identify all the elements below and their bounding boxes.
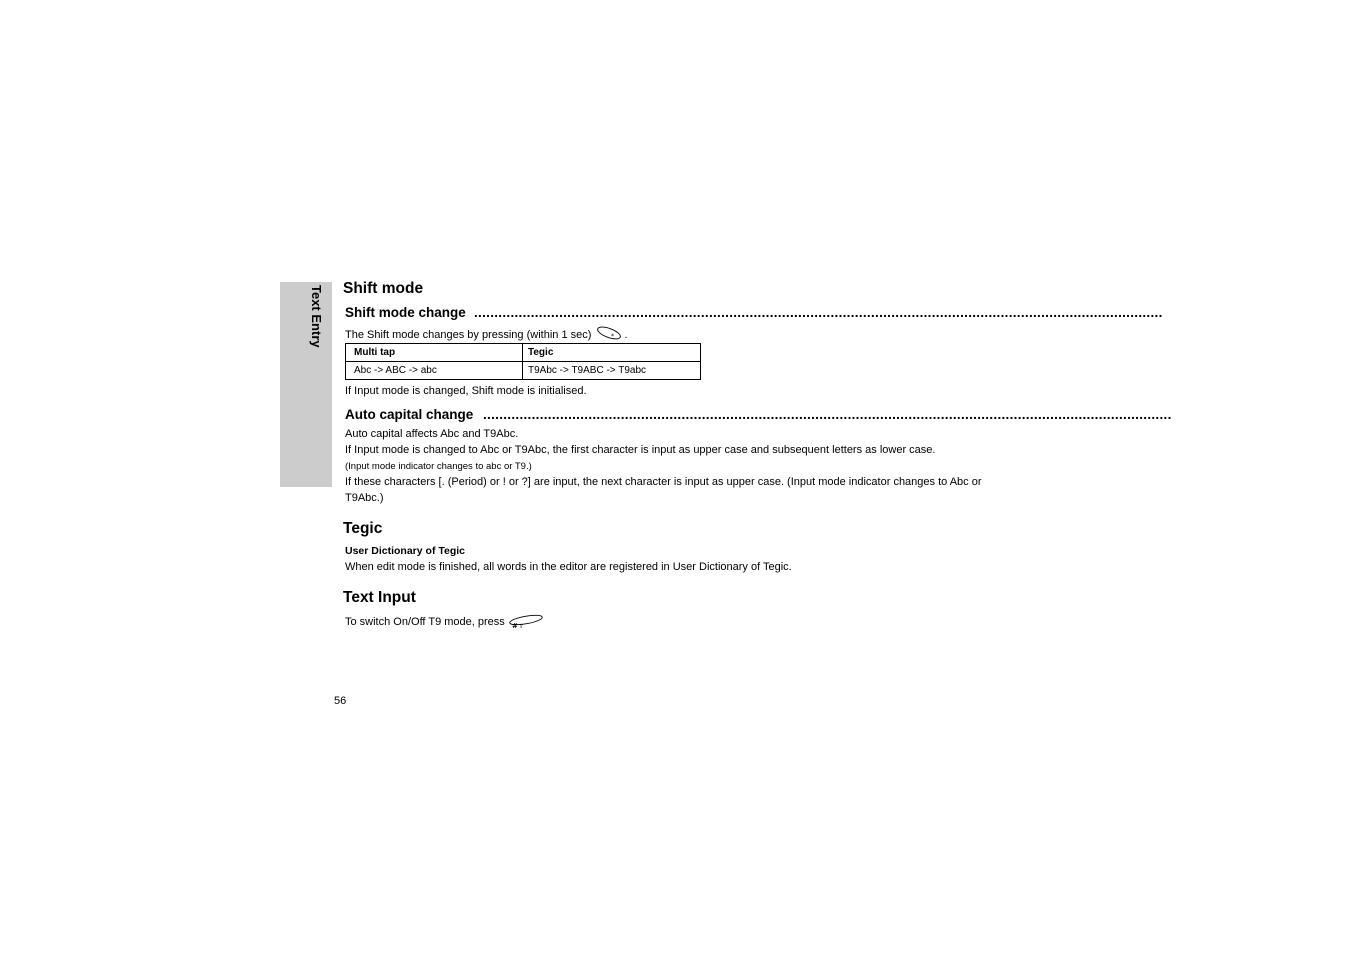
- svg-text:#: #: [511, 622, 518, 630]
- section-heading-tegic: Tegic: [343, 520, 383, 537]
- side-tab-label: Text Entry: [309, 285, 324, 348]
- table-header-row: [346, 344, 701, 362]
- svg-text:⇧: ⇧: [518, 623, 524, 630]
- shift-mode-note: If Input mode is changed, Shift mode is initialised.: [345, 385, 587, 397]
- svg-text:*: *: [611, 333, 615, 340]
- auto-capital-line-4: If these characters [. (Period) or ! or ?] are input, the next character is input as upper case. (Input mode indicator changes to Abc or: [345, 476, 982, 488]
- table-cell: T9Abc -> T9ABC -> T9abc: [523, 362, 701, 380]
- shift-mode-intro: [345, 326, 628, 342]
- table-row: [346, 362, 701, 380]
- section-heading-text-input: Text Input: [343, 589, 416, 606]
- star-shift-key-icon: [596, 326, 624, 342]
- shift-mode-table: [345, 343, 701, 380]
- text-input-text: To switch On/Off T9 mode, press: [345, 616, 505, 628]
- table-header-cell: Tegic: [523, 344, 701, 362]
- page-number: 56: [334, 695, 347, 707]
- tegic-subheading: User Dictionary of Tegic: [345, 545, 466, 557]
- text-input-line: [345, 614, 544, 630]
- shift-mode-intro-text: The Shift mode changes by pressing (within 1 sec): [345, 329, 592, 341]
- dot-leader: ..........................................................................................................................................................................: [474, 305, 1163, 320]
- section-heading-shift-mode: Shift mode: [343, 280, 424, 297]
- auto-capital-line-2: If Input mode is changed to Abc or T9Abc, the first character is input as upper case and subsequent letters as lower case.: [345, 444, 936, 456]
- table-cell: Abc -> ABC -> abc: [346, 362, 523, 380]
- auto-capital-line-1: Auto capital affects Abc and T9Abc.: [345, 428, 519, 440]
- subheading-shift-mode-change: Shift mode change: [345, 305, 466, 320]
- subheading-auto-capital-change: Auto capital change: [345, 407, 474, 422]
- auto-capital-line-5: T9Abc.): [345, 492, 384, 504]
- auto-capital-line-3: (Input mode indicator changes to abc or T9.): [345, 461, 532, 472]
- table-header-cell: Multi tap: [346, 344, 523, 362]
- dot-leader: ..........................................................................................................................................................................: [483, 407, 1172, 422]
- hash-key-icon: [508, 614, 544, 630]
- tegic-text: When edit mode is finished, all words in the editor are registered in User Dictionary of Tegic.: [345, 561, 792, 573]
- shift-mode-intro-end: .: [624, 329, 628, 341]
